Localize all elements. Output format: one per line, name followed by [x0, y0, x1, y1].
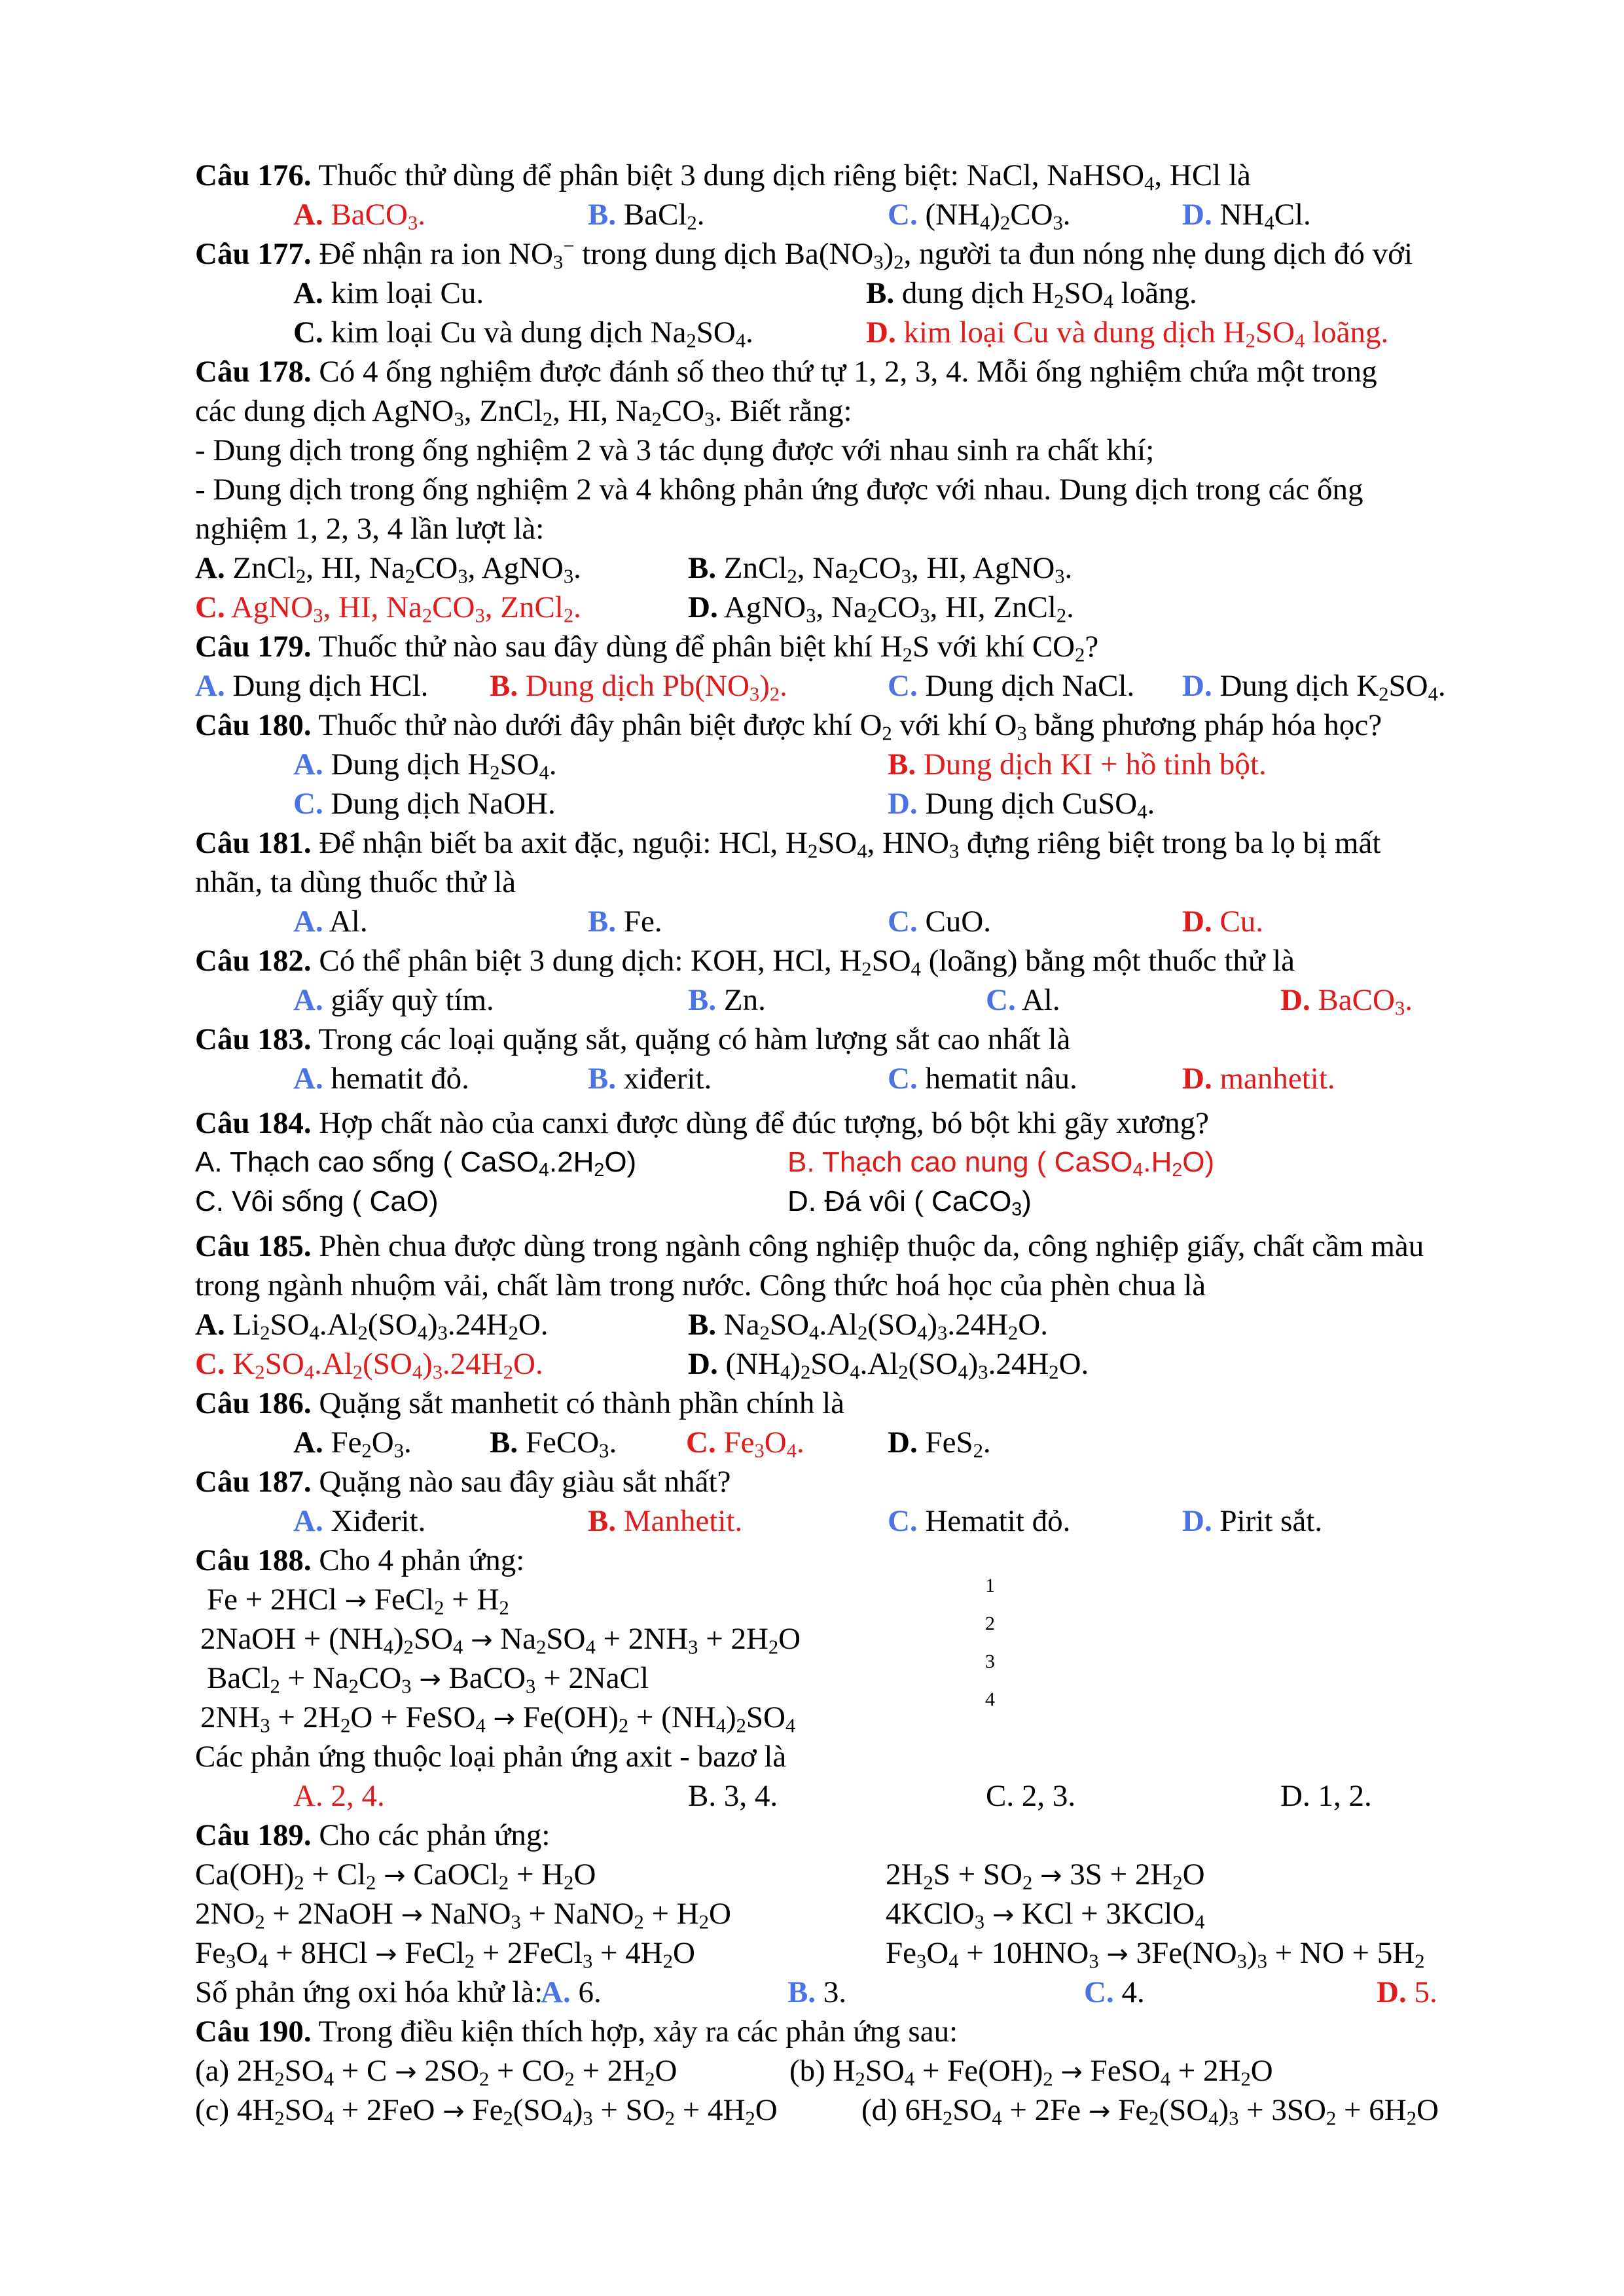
option-b: B. FeCO$_3$. [490, 1426, 617, 1462]
q182-options [195, 980, 1530, 1020]
q188-reaction-3: BaCl$_2$ + $Na_2CO_3$ → BaCO$_3$ + 2NaCl [207, 1661, 649, 1698]
q177-options-row2 [195, 313, 1530, 352]
q177-options-row1 [195, 274, 1530, 313]
option-a: A. BaCO$_3$. [293, 198, 425, 234]
option-a: A. 2, 4. [293, 1779, 385, 1813]
q189-reactions-row3 [195, 1933, 1530, 1973]
option-a: A. Al. [293, 905, 368, 939]
q187-stem: Câu 187. Quặng nào sau đây giàu sắt nhất? [195, 1465, 731, 1499]
q188-number-2: 2 [985, 1613, 995, 1634]
option-d: D. Dung dịch $K_2SO_4$. [1182, 669, 1446, 706]
q186-options [195, 1423, 1530, 1462]
option-a: A. 6. [541, 1975, 602, 2009]
q183-options [195, 1059, 1530, 1098]
q190-stem: Câu 190. Trong điều kiện thích hợp, xảy ra các phản ứng sau: [195, 2015, 958, 2049]
option-c: C. kim loại Cu và dung dịch $Na_2SO_4$. [293, 315, 753, 352]
option-b: B. $Na_2SO_4.Al_2(SO_4)_3.24H_2O$. [688, 1308, 1048, 1344]
option-b: B. ZnCl$_2$, $Na_2CO_3$, HI, AgNO$_3$. [688, 551, 1073, 588]
q190-reaction-b: (b) $H_2SO_4 + Fe(OH)_2$ → FeSO$_4$ + $2H_2O$ [789, 2054, 1273, 2090]
option-a: A. kim loại Cu. [293, 276, 484, 310]
option-c: C. Al. [986, 983, 1060, 1017]
q179-options [195, 666, 1530, 706]
q188-question: Các phản ứng thuộc loại phản ứng axit - bazơ là [195, 1740, 787, 1774]
option-d: D. Pirit sắt. [1182, 1504, 1323, 1538]
option-c: C. Vôi sống ( CaO) [195, 1185, 439, 1217]
q189-stem: Câu 189. Cho các phản ứng: [195, 1818, 550, 1852]
option-c: C. 4. [1084, 1975, 1145, 2009]
option-c: C. $K_2SO_4.Al_2(SO_4)_3.24H_2O$. [195, 1347, 543, 1384]
q189-reaction-2: $2H_2S + SO_2 \to 3S + 2H_2O$ [886, 1857, 1205, 1894]
option-a: A. Thạch cao sống ( $CaSO_4.2H_2O$) [195, 1146, 637, 1181]
q183-stem: Câu 183. Trong các loại quặng sắt, quặng có hàm lượng sắt cao nhất là [195, 1022, 1071, 1056]
option-b: B. BaCl$_2$. [588, 198, 705, 234]
option-a: A. ZnCl$_2$, HI, $Na_2CO_3$, AgNO$_3$. [195, 551, 581, 588]
option-c: C. 2, 3. [986, 1779, 1076, 1813]
option-d: D. Dung dịch CuSO$_4$. [888, 787, 1155, 823]
option-a: A. Dung dịch HCl. [195, 669, 429, 703]
q190-reaction-a: (a) $2H_2SO_4 + C \to 2SO_2 + CO_2 + 2H_2O$ [195, 2054, 677, 2090]
q190-reactions-row2 [195, 2090, 1530, 2130]
option-c: C. Dung dịch NaCl. [888, 669, 1135, 703]
option-a: A. hematit đỏ. [293, 1062, 469, 1096]
option-d: D. 1, 2. [1280, 1779, 1372, 1813]
q190-reaction-c: (c) $4H_2SO_4 + 2FeO \to Fe_2(SO_4)_3 + SO_2 + 4H_2O$ [195, 2093, 778, 2130]
q186-stem: Câu 186. Quặng sắt manhetit có thành phần chính là [195, 1386, 845, 1420]
q188-reaction-4: $2NH_3 + 2H_2O$ + FeSO$_4$ → $Fe(OH)_2 + (NH_4)_2SO_4$ [200, 1700, 796, 1737]
q178-stem-1: Câu 178. Có 4 ống nghiệm được đánh số theo thứ tự 1, 2, 3, 4. Mỗi ống nghiệm chứa một trong [195, 355, 1377, 389]
q188-number-4: 4 [985, 1689, 995, 1710]
option-b: B. Dung dịch $Pb(NO_3)_2$. [490, 669, 787, 706]
option-d: D. BaCO$_3$. [1280, 983, 1413, 1020]
q180-options-row1 [195, 745, 1530, 784]
option-c: C. hematit nâu. [888, 1062, 1077, 1096]
q189-reactions-row1 [195, 1855, 1530, 1894]
q178-stem-5: nghiệm 1, 2, 3, 4 lần lượt là: [195, 512, 545, 546]
option-b: B. Fe. [588, 905, 662, 939]
q187-options [195, 1501, 1530, 1541]
q188-stem: Câu 188. Cho 4 phản ứng: [195, 1543, 525, 1577]
q184-options-row1 [195, 1143, 1530, 1182]
option-b: B. Dung dịch KI + hồ tinh bột. [888, 747, 1267, 781]
option-b: B. dung dịch $H_2SO_4$ loãng. [866, 276, 1197, 313]
option-b: B. Thạch cao nung ( $CaSO_4.H_2O$) [787, 1146, 1215, 1181]
option-d: D. kim loại Cu và dung dịch $H_2SO_4$ loãng. [866, 315, 1389, 352]
q185-options-row1 [195, 1305, 1530, 1344]
q185-options-row2 [195, 1344, 1530, 1384]
q188-reaction-2: 2NaOH + $(NH_4)_2SO_4 \to Na_2SO_4 + 2NH_3 + 2H_2O$ [200, 1622, 801, 1659]
q189-reaction-3: $2NO_2$ + 2NaOH → NaNO$_3$ + NaNO$_2$ + $H_2O$ [195, 1897, 731, 1933]
option-d: D. Đá vôi ( CaCO$_3$) [787, 1185, 1032, 1221]
option-b: B. 3. [787, 1975, 847, 2009]
q188-number-3: 3 [985, 1651, 995, 1672]
option-a: A. Dung dịch $H_2SO_4$. [293, 747, 557, 784]
q176-stem: Câu 176. Thuốc thử dùng để phân biệt 3 dung dịch riêng biệt: NaCl, NaHSO$_4$, HCl là [195, 158, 1251, 195]
q189-reaction-5: $Fe_3O_4 + 8HCl$ → FeCl$_2$ + 2FeCl$_3$ + $4H_2O$ [195, 1936, 695, 1973]
option-d: D. 5. [1377, 1975, 1437, 2009]
q180-stem: Câu 180. Thuốc thử nào dưới đây phân biệt được khí $O_2$ với khí $O_3$ bằng phương pháp hóa học? [195, 708, 1382, 745]
option-d: D. FeS$_2$. [888, 1426, 991, 1462]
q176-options [195, 195, 1530, 234]
q188-reaction-1: Fe + 2HCl → FeCl$_2$ + $H_2$ [207, 1583, 509, 1619]
q189-reaction-1: $Ca(OH)_2 + Cl_2$ → CaOCl$_2$ + $H_2O$ [195, 1857, 596, 1894]
q178-options-row1 [195, 548, 1530, 588]
option-b: B. Zn. [688, 983, 766, 1017]
q178-options-row2 [195, 588, 1530, 627]
option-d: D. manhetit. [1182, 1062, 1335, 1096]
q189-reaction-6: $Fe_3O_4 + 10HNO_3 \to 3Fe(NO_3)_3$ + NO + $5H_2$ [886, 1936, 1425, 1973]
option-a: A. giấy quỳ tím. [293, 983, 494, 1017]
q177-stem: Câu 177. Để nhận ra ion $NO_3^-$ trong dung dịch $Ba(NO_3)_2$, người ta đun nóng nhẹ dung dịch đó với [195, 235, 1413, 274]
q188-number-1: 1 [985, 1575, 995, 1596]
q190-reaction-d: (d) $6H_2SO_4 + 2Fe \to Fe_2(SO_4)_3 + 3SO_2 + 6H_2O$ [861, 2093, 1439, 2130]
q178-stem-3: - Dung dịch trong ống nghiệm 2 và 3 tác dụng được với nhau sinh ra chất khí; [195, 433, 1155, 467]
question-list [195, 156, 1530, 2130]
option-a: A. $Fe_2O_3$. [293, 1426, 412, 1462]
option-b: B. xiđerit. [588, 1062, 712, 1096]
q180-options-row2 [195, 784, 1530, 823]
q179-stem: Câu 179. Thuốc thử nào sau đây dùng để phân biệt khí $H_2S$ với khí $CO_2$? [195, 630, 1099, 666]
q181-stem-1: Câu 181. Để nhận biết ba axit đặc, nguội: HCl, $H_2SO_4$, $HNO_3$ đựng riêng biệt trong ba lọ bị mất [195, 826, 1381, 863]
option-c: C. Dung dịch NaOH. [293, 787, 556, 821]
q181-stem-2: nhãn, ta dùng thuốc thử là [195, 865, 516, 899]
option-c: C. Hematit đỏ. [888, 1504, 1071, 1538]
q189-reactions-row2 [195, 1894, 1530, 1933]
option-c: C. $(NH_4)_2CO_3$. [888, 198, 1071, 234]
option-a: A. Xiđerit. [293, 1504, 426, 1538]
option-b: B. Manhetit. [588, 1504, 743, 1538]
option-d: D. AgNO$_3$, $Na_2CO_3$, HI, ZnCl$_2$. [688, 590, 1074, 627]
option-c: C. $Fe_3O_4$. [686, 1426, 804, 1462]
option-d: D. $NH_4Cl$. [1182, 198, 1311, 234]
q189-reaction-4: 4KClO$_3$ → KCl + 3KClO$_4$ [886, 1897, 1205, 1933]
option-a: A. $Li_2SO_4.Al_2(SO_4)_3.24H_2O$. [195, 1308, 549, 1344]
q178-stem-4: - Dung dịch trong ống nghiệm 2 và 4 không phản ứng được với nhau. Dung dịch trong các ống [195, 473, 1363, 507]
q185-stem-2: trong ngành nhuộm vải, chất làm trong nước. Công thức hoá học của phèn chua là [195, 1268, 1206, 1302]
q185-stem-1: Câu 185. Phèn chua được dùng trong ngành công nghiệp thuộc da, công nghiệp giấy, chất cầm màu [195, 1229, 1424, 1263]
option-d: D. $(NH_4)_2SO_4.Al_2(SO_4)_3.24H_2O$. [688, 1347, 1089, 1384]
q182-stem: Câu 182. Có thể phân biệt 3 dung dịch: KOH, HCl, $H_2SO_4$ (loãng) bằng một thuốc thử là [195, 944, 1295, 980]
q181-options [195, 902, 1530, 941]
q184-stem: Câu 184. Hợp chất nào của canxi được dùng để đúc tượng, bó bột khi gãy xương? [195, 1106, 1209, 1140]
q178-stem-2: các dung dịch AgNO$_3$, ZnCl$_2$, HI, $Na_2CO_3$. Biết rằng: [195, 394, 852, 431]
option-b: B. 3, 4. [688, 1779, 778, 1813]
option-d: D. Cu. [1182, 905, 1264, 939]
q190-reactions-row1 [195, 2051, 1530, 2090]
q-question-lead: Số phản ứng oxi hóa khử là: [195, 1975, 543, 2009]
q189-options [195, 1973, 1530, 2012]
q188-options [195, 1776, 1530, 1816]
q184-options-row2 [195, 1182, 1530, 1221]
option-c: C. CuO. [888, 905, 991, 939]
option-c: C. AgNO$_3$, HI, $Na_2CO_3$, ZnCl$_2$. [195, 590, 581, 627]
